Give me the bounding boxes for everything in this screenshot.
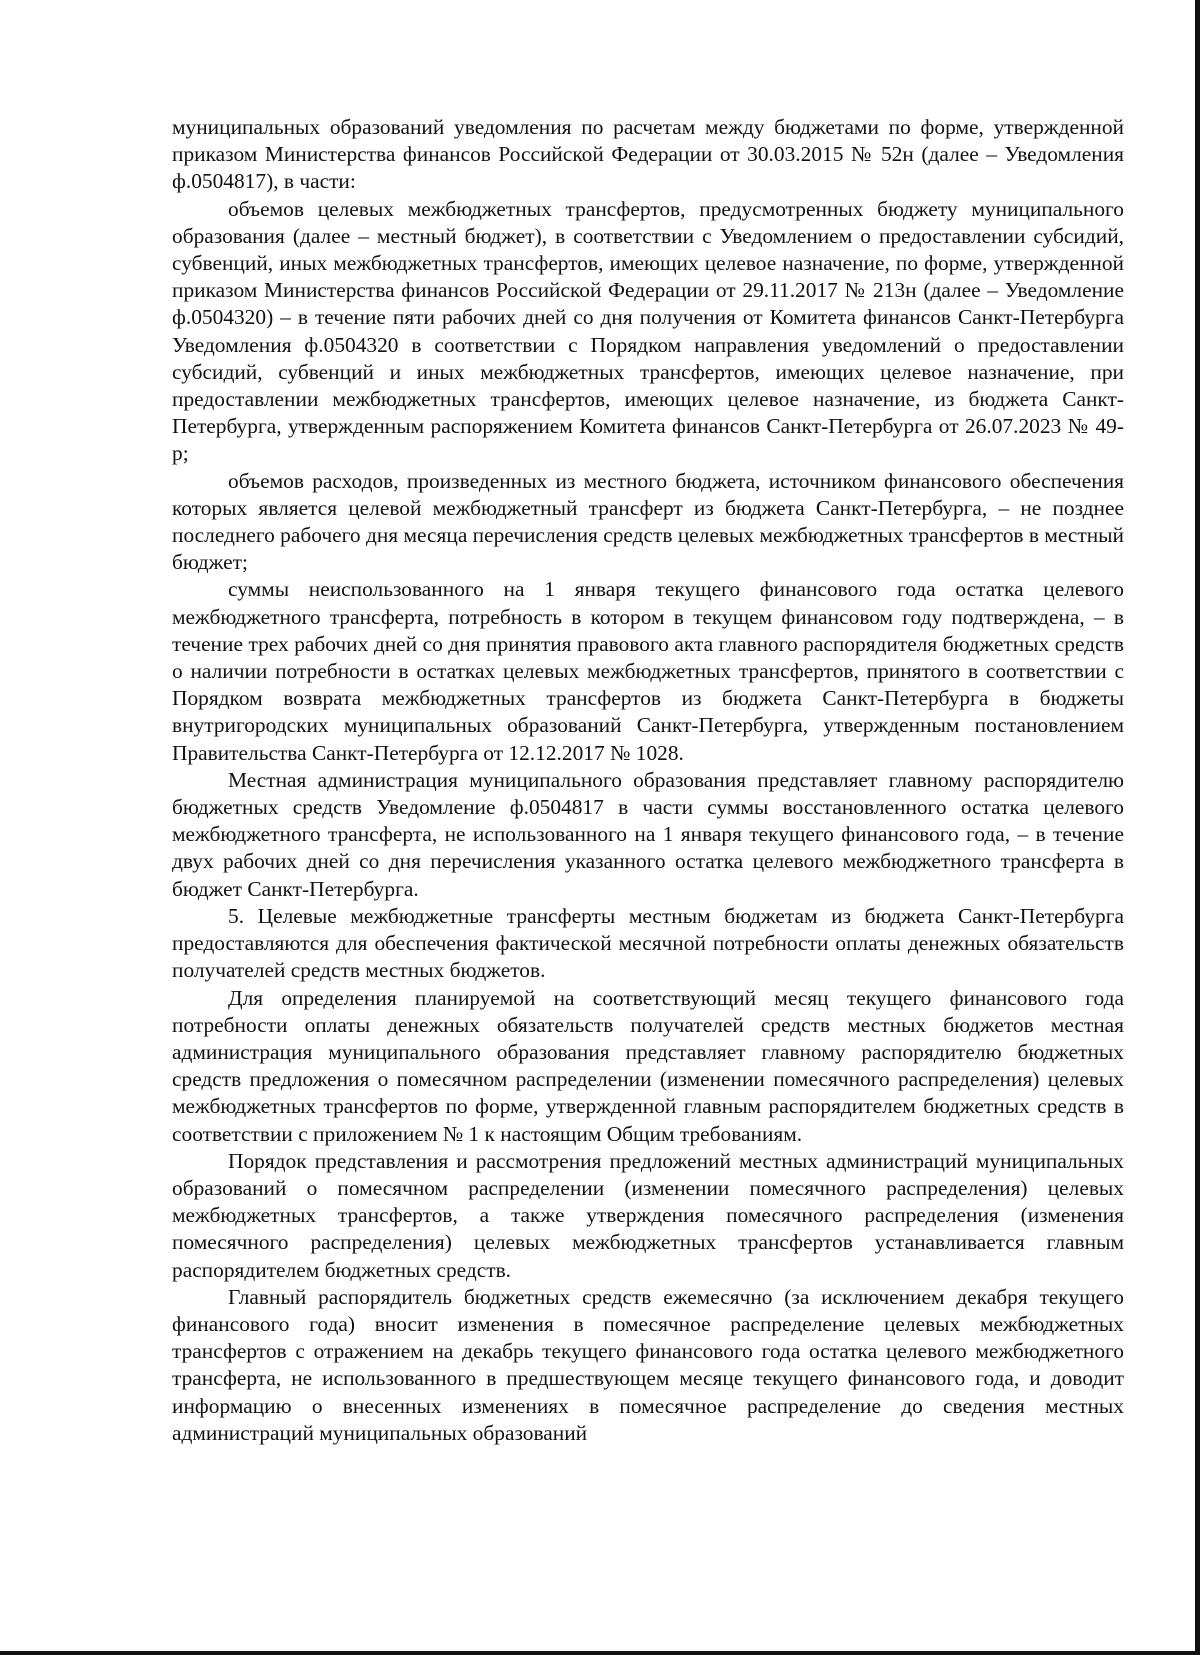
paragraph: объемов расходов, произведенных из местного бюджета, источником финансового обеспечения которых является целевой межбюджетный трансферт из бюджета Санкт-Петербурга, – не позднее последнего рабочего дня месяца перечисления средств целевых межбюджетных трансфертов в местный бюджет; — [172, 468, 1124, 575]
paragraph: Для определения планируемой на соответствующий месяц текущего финансового года потребности оплаты денежных обязательств получателей средств местных бюджетов местная администрация муниципального образования представляет главному распорядителю бюджетных средств предложения о помесячном распределении (изменении помесячного распределения) целевых межбюджетных трансфертов по форме, утвержденной главным распорядителем бюджетных средств в соответствии с приложением № 1 к настоящим Общим требованиям. — [172, 985, 1124, 1146]
paragraph-continuation: муниципальных образований уведомления по расчетам между бюджетами по форме, утвержденной приказом Министерства финансов Российской Федерации от 30.03.2015 № 52н (далее – Уведомления ф.0504817), в части: — [172, 115, 1124, 194]
paragraph: объемов целевых межбюджетных трансфертов, предусмотренных бюджету муниципального образования (далее – местный бюджет), в соответствии с Уведомлением о предоставлении субсидий, субвенций, иных межбюджетных трансфертов, имеющих целевое назначение, по форме, утвержденной приказом Министерства финансов Российской Федерации от 29.11.2017 № 213н (далее – Уведомление ф.0504320) – в течение пяти рабочих дней со дня получения от Комитета финансов Санкт-Петербурга Уведомления ф.0504320 в соответствии с Порядком направления уведомлений о предоставлении субсидий, субвенций и иных межбюджетных трансфертов, имеющих целевое назначение, при предоставлении межбюджетных трансфертов, имеющих целевое назначение, из бюджета Санкт-Петербурга, утвержденным распоряжением Комитета финансов Санкт-Петербурга от 26.07.2023 № 49-р; — [172, 196, 1124, 466]
paragraph: Местная администрация муниципального образования представляет главному распорядителю бюджетных средств Уведомление ф.0504817 в части суммы восстановленного остатка целевого межбюджетного трансферта, не использованного на 1 января текущего финансового года, – в течение двух рабочих дней со дня перечисления указанного остатка целевого межбюджетного трансферта в бюджет Санкт-Петербурга. — [172, 767, 1124, 901]
scan-edge-bottom — [0, 1651, 1200, 1655]
paragraph: Порядок представления и рассмотрения предложений местных администраций муниципальных образований о помесячном распределении (изменении помесячного распределения) целевых межбюджетных трансфертов, а также утверждения помесячного распределения (изменения помесячного распределения) целевых межбюджетных трансфертов устанавливается главным распорядителем бюджетных средств. — [172, 1148, 1124, 1282]
paragraph-numbered-5: 5. Целевые межбюджетные трансферты местным бюджетам из бюджета Санкт-Петербурга предоставляются для обеспечения фактической месячной потребности оплаты денежных обязательств получателей средств местных бюджетов. — [172, 903, 1124, 983]
paragraph: Главный распорядитель бюджетных средств ежемесячно (за исключением декабря текущего финансового года) вносит изменения в помесячное распределение целевых межбюджетных трансфертов с отражением на декабрь текущего финансового года остатка целевого межбюджетного трансферта, не использованного в предшествующем месяце текущего финансового года, и доводит информацию о внесенных изменениях в помесячное распределение до сведения местных администраций муниципальных образований — [172, 1284, 1124, 1445]
document-body — [172, 114, 1124, 1447]
scan-edge-right — [1195, 0, 1200, 1655]
paragraph: суммы неиспользованного на 1 января текущего финансового года остатка целевого межбюджетного трансферта, потребность в котором в текущем финансовом году подтверждена, – в течение трех рабочих дней со дня принятия правового акта главного распорядителя бюджетных средств о наличии потребности в остатках целевых межбюджетных трансфертов, принятого в соответствии с Порядком возврата межбюджетных трансфертов из бюджета Санкт-Петербурга в бюджеты внутригородских муниципальных образований Санкт-Петербурга, утвержденным постановлением Правительства Санкт-Петербурга от 12.12.2017 № 1028. — [172, 577, 1124, 765]
